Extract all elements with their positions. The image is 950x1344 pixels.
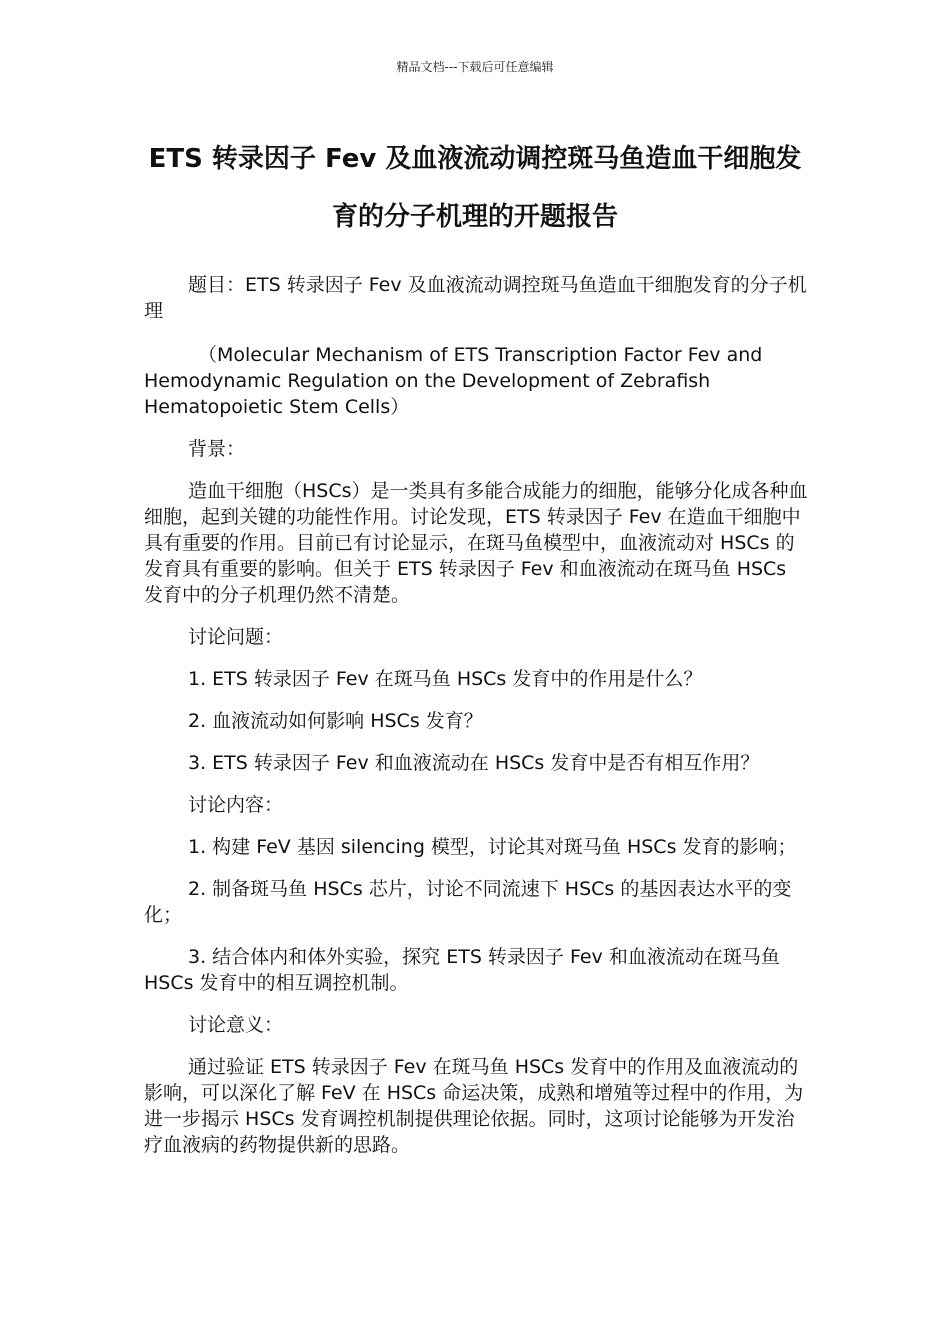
question-item: 1. ETS 转录因子 Fev 在斑马鱼 HSCs 发育中的作用是什么？ — [188, 668, 703, 690]
questions-heading: 讨论问题： — [188, 626, 284, 648]
document-title: ETS 转录因子 Fev 及血液流动调控斑马鱼造血干细胞发育的分子机理的开题报告 — [148, 144, 802, 232]
page-header-watermark: 精品文档---下载后可任意编辑 — [396, 60, 554, 74]
topic-paragraph: 题目：ETS 转录因子 Fev 及血液流动调控斑马鱼造血干细胞发育的分子机理 — [144, 274, 807, 322]
english-title-paragraph: （Molecular Mechanism of ETS Transcription Factor Fev and Hemodynamic Regulation on the Development of Zebrafish Hematopoietic Stem Cells） — [144, 344, 763, 418]
content-item: 1. 构建 FeV 基因 silencing 模型，讨论其对斑马鱼 HSCs 发育的影响； — [188, 836, 797, 858]
background-heading: 背景： — [188, 438, 246, 460]
document-body — [144, 272, 808, 1174]
content-heading: 讨论内容： — [188, 794, 284, 816]
question-item: 2. 血液流动如何影响 HSCs 发育？ — [188, 710, 483, 732]
significance-paragraph: 通过验证 ETS 转录因子 Fev 在斑马鱼 HSCs 发育中的作用及血液流动的影响，可以深化了解 FeV 在 HSCs 命运决策，成熟和增殖等过程中的作用，为进一步揭示 HSCs 发育调控机制提供理论依据。同时，这项讨论能够为开发治疗血液病的药物提供新的思路。 — [144, 1056, 804, 1156]
significance-heading: 讨论意义： — [188, 1014, 284, 1036]
question-item: 3. ETS 转录因子 Fev 和血液流动在 HSCs 发育中是否有相互作用？ — [188, 752, 760, 774]
content-item: 2. 制备斑马鱼 HSCs 芯片，讨论不同流速下 HSCs 的基因表达水平的变化； — [144, 878, 792, 926]
background-paragraph: 造血干细胞（HSCs）是一类具有多能合成能力的细胞，能够分化成各种血细胞，起到关键的功能性作用。讨论发现，ETS 转录因子 Fev 在造血干细胞中具有重要的作用。目前已有讨论显示，在斑马鱼模型中，血液流动对 HSCs 的发育具有重要的影响。但关于 ETS 转录因子 Fev 和血液流动在斑马鱼 HSCs 发育中的分子机理仍然不清楚。 — [144, 480, 808, 606]
content-item: 3. 结合体内和体外实验，探究 ETS 转录因子 Fev 和血液流动在斑马鱼 HSCs 发育中的相互调控机制。 — [144, 946, 780, 994]
